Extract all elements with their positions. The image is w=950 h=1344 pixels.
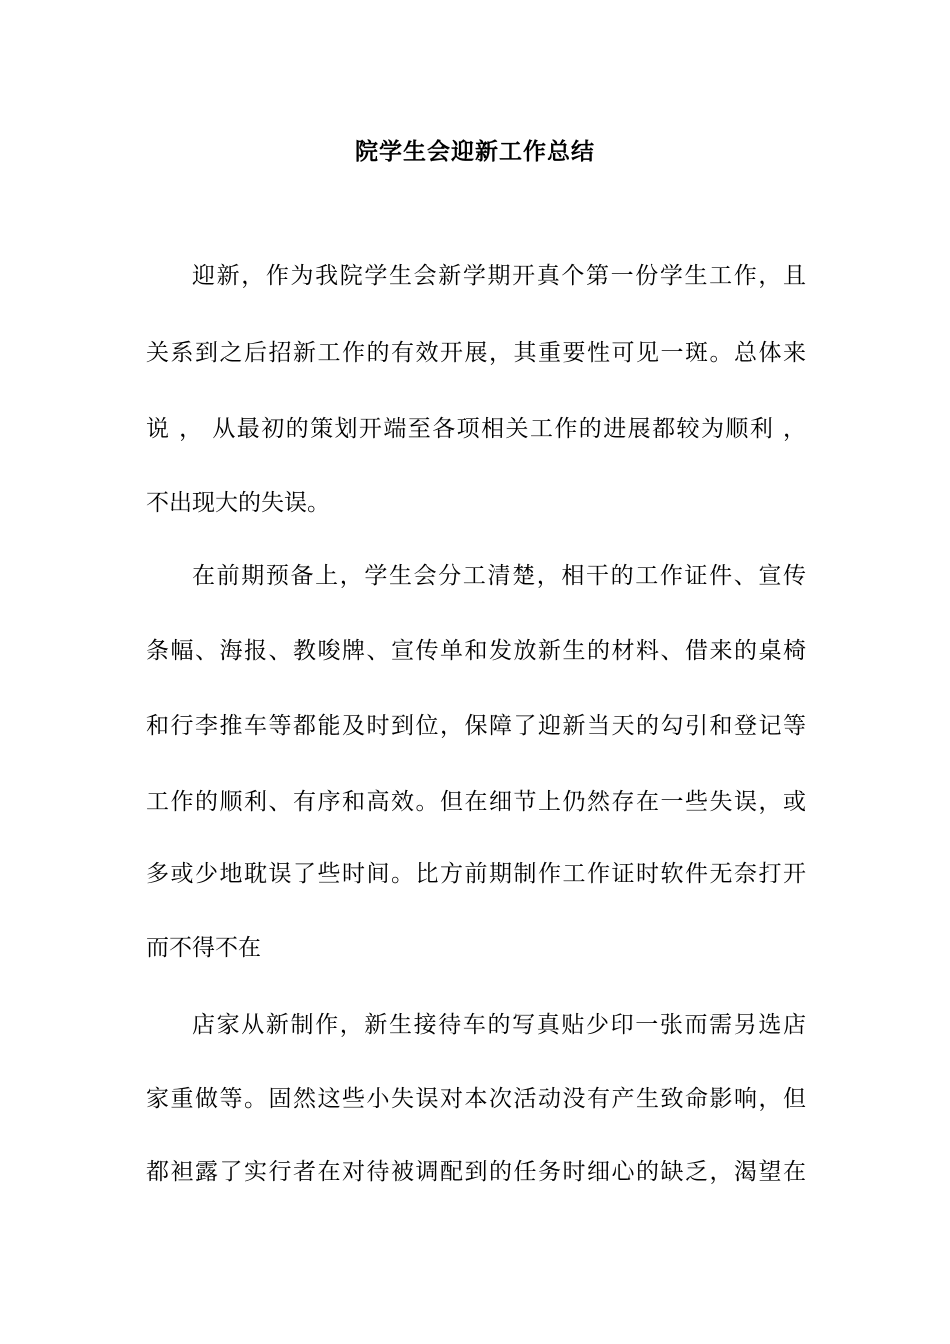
paragraph-2-line-4: 工作的顺利、有序和高效。但在细节上仍然存在一些失误，或 — [146, 789, 806, 815]
paragraph-3-line-3: 都袒露了实行者在对待被调配到的任务时细心的缺乏，渴望在 — [146, 1159, 806, 1185]
paragraph-3-line-2: 家重做等。固然这些小失误对本次活动没有产生致命影响，但 — [146, 1086, 806, 1112]
paragraph-2-line-2: 条幅、海报、教唆牌、宣传单和发放新生的材料、借来的桌椅 — [146, 638, 806, 664]
paragraph-2-line-5: 多或少地耽误了些时间。比方前期制作工作证时软件无奈打开 — [146, 861, 806, 887]
paragraph-1-line-4: 不出现大的失误。 — [146, 490, 330, 516]
paragraph-1-line-2: 关系到之后招新工作的有效开展，其重要性可见一斑。总体来 — [146, 340, 806, 366]
paragraph-1-line-3: 说 ， 从最初的策划开端至各项相关工作的进展都较为顺利 ， — [146, 416, 806, 442]
paragraph-3-line-1: 店家从新制作，新生接待车的写真贴少印一张而需另选店 — [192, 1012, 806, 1038]
paragraph-2-line-6: 而不得不在 — [146, 935, 261, 961]
paragraph-1-line-1: 迎新，作为我院学生会新学期开真个第一份学生工作，且 — [192, 263, 806, 289]
paragraph-2-line-1: 在前期预备上，学生会分工清楚，相干的工作证件、宣传 — [192, 563, 806, 589]
document-title: 院学生会迎新工作总结 — [355, 138, 595, 165]
paragraph-2-line-3: 和行李推车等都能及时到位，保障了迎新当天的勾引和登记等 — [146, 713, 806, 739]
